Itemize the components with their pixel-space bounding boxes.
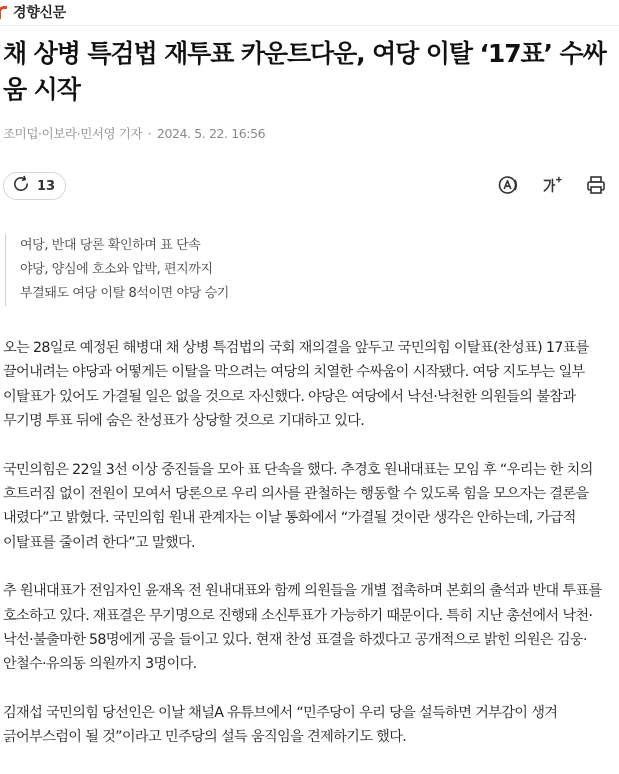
font-size-icon [541,174,563,196]
article-headline: 채 상병 특검법 재투표 카운트다운, 여당 이탈 ‘17표’ 수싸움 시작 [3,39,606,104]
font-size-button[interactable] [541,174,563,196]
summary-line: 여당, 반대 당론 확인하며 표 단속 [20,238,201,253]
published-timestamp: 2024. 5. 22. 16:56 [156,126,266,141]
body-paragraph: 오는 28일로 예정된 해병대 채 상병 특검법의 국회 재의결을 앞두고 국민의힘 이탈표(찬성표) 17표를 끌어내려는 야당과 어떻게든 이탈을 막으려는 여당의 치열한 수싸움이 시작됐다. 여당 지도부는 일부 이탈표가 있어도 가결될 일은 없을 것으로 자신했다. 야당은 여당에서 낙선·낙천한 의원들의 불참과 무기명 투표 뒤에 숨은 찬성표가 상당할 것으로 기대하고 있다. [3,340,589,430]
header-divider [0,25,619,26]
body-paragraph: 김재섭 국민의힘 당선인은 이날 채널A 유튜브에서 “민주당이 우리 당을 설득하면 거부감이 생겨 긁어부스럼이 될 것”이라고 민주당의 설득 움직임을 견제하기도 했다. [3,704,558,746]
reporter-names: 조미덥·이보라·민서영 기자 [3,126,143,141]
publisher-name: 경향신문 [13,5,66,21]
publisher-logo-mark [0,6,7,19]
summary-line: 야당, 양심에 호소와 압박, 편지까지 [20,262,213,277]
article-toolbar [497,174,607,196]
body-paragraph: 추 원내대표가 전임자인 윤재옥 전 원내대표와 함께 의원들을 개별 접촉하며 본회의 출석과 반대 투표를 호소하고 있다. 재표결은 무기명으로 진행돼 소신투표가 가능하기 때문이다. 특히 지난 총선에서 낙천·낙선·불출마한 58명에게 공을 들이고 있다. 현재 찬성 표결을 하겠다고 공개적으로 밝힌 의원은 김웅·안철수·유의동 의원까지 3명이다. [3,583,602,673]
publisher-header[interactable] [0,2,66,22]
article-body [3,336,615,774]
byline-separator: · [147,126,152,141]
print-button[interactable] [585,174,607,196]
article-byline [3,124,265,142]
body-paragraph: 국민의힘은 22일 3선 이상 중진들을 모아 표 단속을 했다. 추경호 원내대표는 모임 후 “우리는 한 치의 흐트러짐 없이 전원이 모여서 당론으로 우리 의사를 관철하는 행동할 수 있도록 힘을 모으자는 결론을 내렸다”고 밝혔다. 국민의힘 원내 관계자는 이날 통화에서 “가결될 것이란 생각은 안하는데, 가급적 이탈표를 줄이려 한다”고 말했다. [3,461,593,551]
comment-icon [12,175,30,197]
comment-button[interactable] [3,172,66,200]
text-to-speech-icon [497,174,519,196]
comment-count: 13 [37,178,56,194]
summary-line: 부결돼도 여당 이탈 8석이면 야당 승기 [20,286,229,301]
text-to-speech-button[interactable] [497,174,519,196]
article-summary [5,234,229,306]
print-icon [585,174,607,196]
